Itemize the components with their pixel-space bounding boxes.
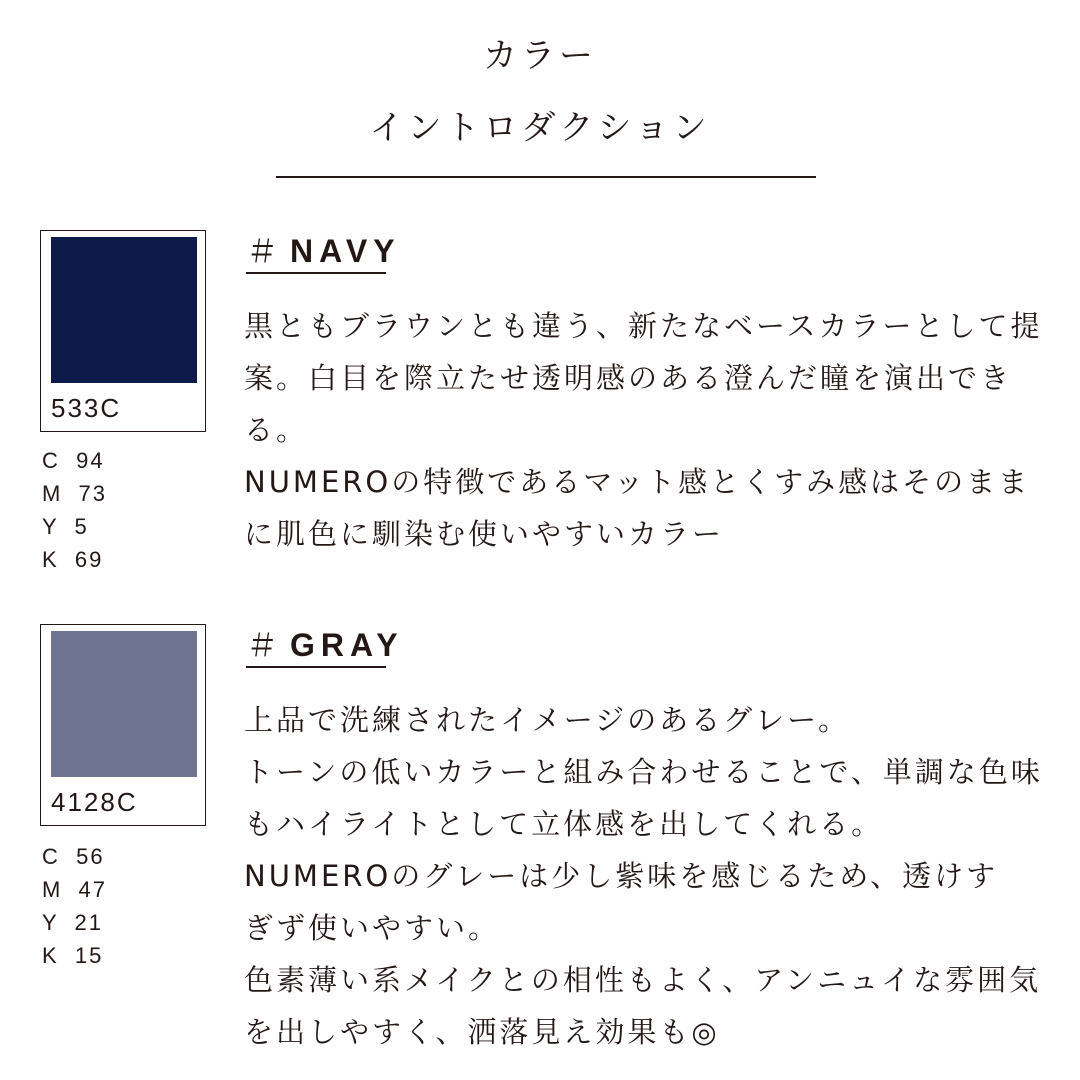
- navy-heading: [246, 226, 401, 272]
- desc-line: 上品で洗練されたイメージのあるグレー。: [244, 703, 850, 737]
- cmyk-m: M 47: [42, 877, 108, 902]
- gray-cmyk-values: [42, 840, 107, 972]
- cmyk-k: K 15: [42, 943, 104, 968]
- cmyk-k: K 69: [42, 547, 104, 572]
- desc-line: トーンの低いカラーと組み合わせることで、単調な色味: [244, 755, 1043, 789]
- gray-description: [244, 694, 1044, 1058]
- navy-heading-underline: [246, 272, 386, 274]
- desc-line: 黒ともブラウンとも違う、新たなベースカラーとして提: [244, 309, 1043, 343]
- desc-line: を出しやすく、洒落見え効果も◎: [244, 1015, 720, 1049]
- hash-symbol: ＃: [246, 627, 285, 663]
- navy-pantone-code: 533C: [51, 393, 122, 423]
- navy-color-swatch: [51, 237, 197, 383]
- gray-heading-label: GRAY: [290, 627, 404, 663]
- cmyk-c: C 56: [42, 844, 105, 869]
- navy-cmyk-values: [42, 444, 107, 576]
- desc-line: もハイライトとして立体感を出してくれる。: [244, 807, 884, 841]
- cmyk-c: C 94: [42, 448, 105, 473]
- gray-heading-underline: [246, 666, 386, 668]
- page-title: カラー: [483, 36, 597, 76]
- navy-heading-label: NAVY: [290, 233, 401, 269]
- gray-swatch-card: [40, 624, 206, 826]
- navy-description: [244, 300, 1044, 560]
- desc-line: NUMEROのグレーは少し紫味を感じるため、透けす: [244, 859, 999, 893]
- desc-line: 色素薄い系メイクとの相性もよく、アンニュイな雰囲気: [244, 963, 1042, 997]
- cmyk-y: Y 21: [42, 910, 103, 935]
- desc-line: る。: [244, 413, 309, 447]
- title-divider: [276, 176, 816, 178]
- gray-heading: [246, 620, 404, 666]
- gray-color-swatch: [51, 631, 197, 777]
- desc-line: 案。白目を際立たせ透明感のある澄んだ瞳を演出でき: [244, 361, 1013, 395]
- hash-symbol: ＃: [246, 233, 285, 269]
- cmyk-y: Y 5: [42, 514, 89, 539]
- cmyk-m: M 73: [42, 481, 108, 506]
- desc-line: ぎず使いやすい。: [244, 911, 501, 945]
- navy-swatch-card: [40, 230, 206, 432]
- gray-pantone-code: 4128C: [51, 787, 138, 817]
- page-subtitle: イントロダクション: [369, 108, 711, 148]
- desc-line: NUMEROの特徴であるマット感とくすみ感はそのまま: [244, 465, 1031, 499]
- desc-line: に肌色に馴染む使いやすいカラー: [244, 517, 725, 551]
